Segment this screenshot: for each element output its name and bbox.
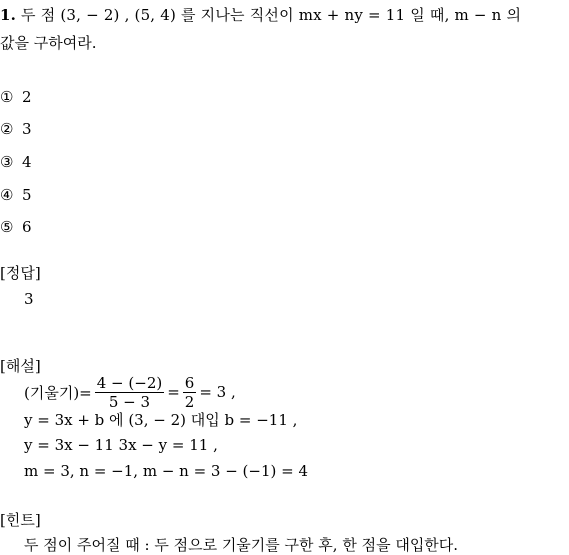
choice-marker: ② <box>0 120 14 138</box>
explanation-line-4: m = 3, n = −1, m − n = 3 − (−1) = 4 <box>24 462 309 480</box>
choice-marker: ⑤ <box>0 218 14 236</box>
explanation-line-2: y = 3x + b 에 (3, − 2) 대입 b = −11 , <box>24 411 298 429</box>
choice-value: 6 <box>22 218 32 236</box>
choice-4[interactable] <box>0 186 32 204</box>
slope-fraction-1-numerator: 4 − (−2) <box>96 373 163 392</box>
choice-value: 3 <box>22 120 32 138</box>
question-text-line-2: 값을 구하여라. <box>0 34 97 52</box>
choice-1[interactable] <box>0 88 32 106</box>
slope-prefix: (기울기)= <box>24 383 92 402</box>
choice-value: 4 <box>22 153 32 171</box>
explanation-label: [해설] <box>0 357 41 375</box>
answer-value: 3 <box>24 290 34 308</box>
choice-5[interactable] <box>0 218 32 236</box>
question-number: 1. <box>0 6 17 24</box>
hint-label: [힌트] <box>0 511 41 529</box>
slope-fraction-1-denominator: 5 − 3 <box>108 392 151 411</box>
answer-label: [정답] <box>0 264 41 282</box>
choice-marker: ③ <box>0 153 14 171</box>
question-line-1 <box>0 4 521 25</box>
question-text-line-1: 두 점 (3, − 2) , (5, 4) 를 지나는 직선이 mx + ny = 11 일 때, m − n 의 <box>21 6 522 24</box>
choice-value: 2 <box>22 88 32 106</box>
explanation-line-3: y = 3x − 11 3x − y = 11 , <box>24 436 218 454</box>
slope-equals: = <box>167 383 180 401</box>
slope-fraction-2-numerator: 6 <box>184 373 195 392</box>
slope-fraction-2-denominator: 2 <box>184 392 195 411</box>
choice-marker: ① <box>0 88 14 106</box>
hint-text: 두 점이 주어질 때 : 두 점으로 기울기를 구한 후, 한 점을 대입한다. <box>24 536 459 554</box>
choice-value: 5 <box>22 186 32 204</box>
choice-marker: ④ <box>0 186 14 204</box>
explanation-slope-line <box>24 370 236 414</box>
slope-fraction-1 <box>95 374 164 411</box>
choice-3[interactable] <box>0 153 32 171</box>
choice-2[interactable] <box>0 120 32 138</box>
slope-fraction-2 <box>183 374 197 411</box>
slope-suffix: = 3 , <box>199 383 236 401</box>
